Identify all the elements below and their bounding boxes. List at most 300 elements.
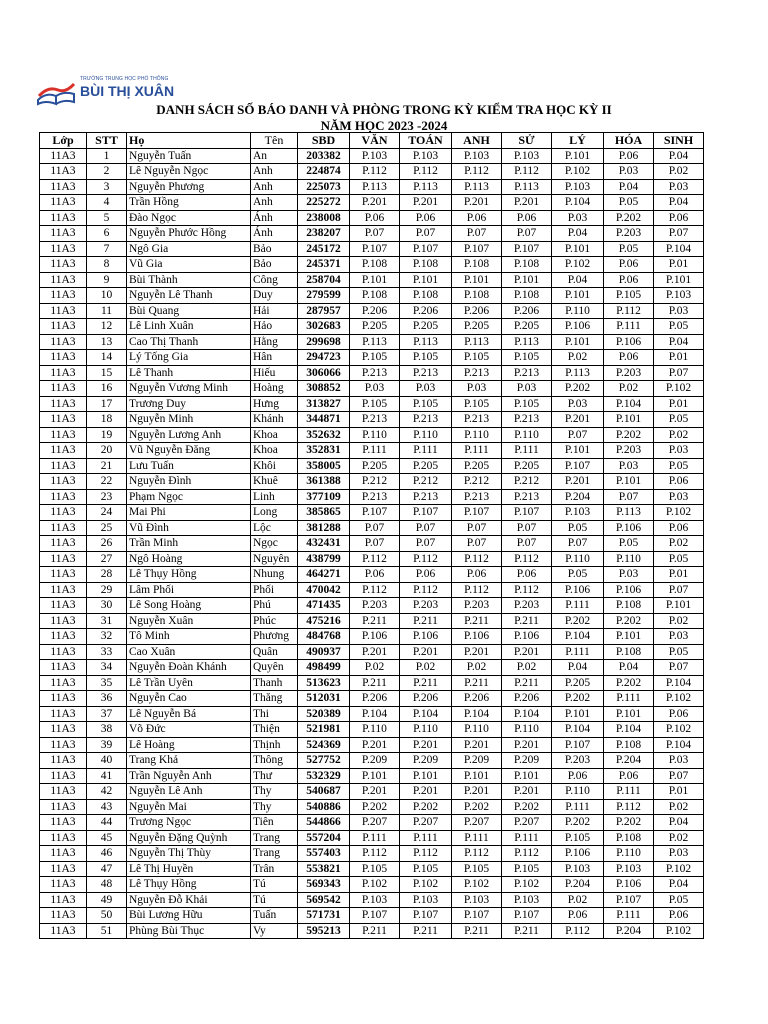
cell-lop: 11A3 bbox=[40, 520, 87, 536]
table-row bbox=[40, 303, 704, 319]
cell-anh: P.112 bbox=[452, 164, 502, 180]
cell-sinh: P.03 bbox=[654, 629, 704, 645]
cell-ho: Ngô Hoàng bbox=[127, 551, 251, 567]
cell-stt: 18 bbox=[87, 412, 127, 428]
cell-hoa: P.111 bbox=[604, 784, 654, 800]
cell-stt: 1 bbox=[87, 148, 127, 164]
cell-ly: P.07 bbox=[552, 427, 604, 443]
cell-ho: Lê Thụy Hồng bbox=[127, 567, 251, 583]
cell-van: P.112 bbox=[350, 582, 400, 598]
cell-hoa: P.03 bbox=[604, 567, 654, 583]
cell-ten: Khoa bbox=[251, 427, 298, 443]
cell-stt: 28 bbox=[87, 567, 127, 583]
cell-sbd: 245371 bbox=[298, 257, 350, 273]
cell-van: P.211 bbox=[350, 923, 400, 939]
table-row bbox=[40, 520, 704, 536]
cell-sbd: 203382 bbox=[298, 148, 350, 164]
cell-su: P.113 bbox=[502, 179, 552, 195]
cell-hoa: P.112 bbox=[604, 303, 654, 319]
cell-anh: P.101 bbox=[452, 768, 502, 784]
cell-su: P.03 bbox=[502, 381, 552, 397]
header-ten: Tên bbox=[251, 133, 298, 149]
logo-school-name: BÙI THỊ XUÂN bbox=[80, 83, 175, 99]
cell-ten: Trân bbox=[251, 861, 298, 877]
cell-anh: P.201 bbox=[452, 644, 502, 660]
cell-su: P.110 bbox=[502, 427, 552, 443]
cell-toan: P.108 bbox=[400, 257, 452, 273]
cell-sbd: 361388 bbox=[298, 474, 350, 490]
cell-van: P.205 bbox=[350, 319, 400, 335]
cell-stt: 31 bbox=[87, 613, 127, 629]
cell-ho: Đào Ngọc bbox=[127, 210, 251, 226]
cell-ho: Mai Phi bbox=[127, 505, 251, 521]
cell-su: P.105 bbox=[502, 396, 552, 412]
cell-su: P.206 bbox=[502, 691, 552, 707]
cell-anh: P.110 bbox=[452, 722, 502, 738]
cell-su: P.201 bbox=[502, 644, 552, 660]
table-row bbox=[40, 179, 704, 195]
cell-ho: Trần Nguyễn Anh bbox=[127, 768, 251, 784]
cell-toan: P.201 bbox=[400, 644, 452, 660]
school-year: NĂM HỌC 2023 -2024 bbox=[320, 118, 448, 133]
cell-ho: Nguyễn Đặng Quỳnh bbox=[127, 830, 251, 846]
cell-ten: Thư bbox=[251, 768, 298, 784]
cell-ho: Phạm Ngọc bbox=[127, 489, 251, 505]
cell-anh: P.103 bbox=[452, 148, 502, 164]
cell-sinh: P.03 bbox=[654, 489, 704, 505]
cell-van: P.07 bbox=[350, 536, 400, 552]
cell-van: P.207 bbox=[350, 815, 400, 831]
cell-lop: 11A3 bbox=[40, 675, 87, 691]
cell-sbd: 471435 bbox=[298, 598, 350, 614]
cell-anh: P.207 bbox=[452, 815, 502, 831]
cell-van: P.07 bbox=[350, 226, 400, 242]
cell-su: P.202 bbox=[502, 799, 552, 815]
cell-stt: 17 bbox=[87, 396, 127, 412]
cell-lop: 11A3 bbox=[40, 768, 87, 784]
cell-van: P.205 bbox=[350, 458, 400, 474]
header-hoa: HÓA bbox=[604, 133, 654, 149]
cell-sinh: P.05 bbox=[654, 412, 704, 428]
cell-ly: P.202 bbox=[552, 815, 604, 831]
cell-ho: Nguyễn Phương bbox=[127, 179, 251, 195]
cell-toan: P.213 bbox=[400, 365, 452, 381]
cell-sbd: 512031 bbox=[298, 691, 350, 707]
cell-toan: P.02 bbox=[400, 660, 452, 676]
cell-lop: 11A3 bbox=[40, 691, 87, 707]
cell-ly: P.110 bbox=[552, 303, 604, 319]
cell-lop: 11A3 bbox=[40, 427, 87, 443]
cell-sinh: P.03 bbox=[654, 443, 704, 459]
cell-lop: 11A3 bbox=[40, 567, 87, 583]
cell-lop: 11A3 bbox=[40, 458, 87, 474]
cell-toan: P.213 bbox=[400, 412, 452, 428]
cell-stt: 49 bbox=[87, 892, 127, 908]
cell-ho: Nguyễn Lương Anh bbox=[127, 427, 251, 443]
cell-ten: Khuê bbox=[251, 474, 298, 490]
cell-ly: P.106 bbox=[552, 582, 604, 598]
table-row bbox=[40, 257, 704, 273]
cell-van: P.108 bbox=[350, 288, 400, 304]
cell-anh: P.03 bbox=[452, 381, 502, 397]
cell-anh: P.201 bbox=[452, 784, 502, 800]
cell-stt: 12 bbox=[87, 319, 127, 335]
cell-lop: 11A3 bbox=[40, 644, 87, 660]
cell-hoa: P.106 bbox=[604, 877, 654, 893]
cell-ly: P.201 bbox=[552, 412, 604, 428]
table-row bbox=[40, 226, 704, 242]
table-header-row bbox=[40, 133, 704, 149]
cell-su: P.108 bbox=[502, 257, 552, 273]
cell-toan: P.207 bbox=[400, 815, 452, 831]
cell-sinh: P.104 bbox=[654, 241, 704, 257]
cell-van: P.101 bbox=[350, 768, 400, 784]
cell-toan: P.112 bbox=[400, 164, 452, 180]
cell-sbd: 377109 bbox=[298, 489, 350, 505]
cell-sbd: 532329 bbox=[298, 768, 350, 784]
table-row bbox=[40, 908, 704, 924]
cell-su: P.105 bbox=[502, 350, 552, 366]
cell-su: P.213 bbox=[502, 412, 552, 428]
cell-toan: P.107 bbox=[400, 505, 452, 521]
cell-toan: P.03 bbox=[400, 381, 452, 397]
table-row bbox=[40, 923, 704, 939]
cell-lop: 11A3 bbox=[40, 598, 87, 614]
table-row bbox=[40, 830, 704, 846]
cell-su: P.105 bbox=[502, 861, 552, 877]
cell-toan: P.201 bbox=[400, 195, 452, 211]
cell-toan: P.104 bbox=[400, 706, 452, 722]
cell-hoa: P.03 bbox=[604, 458, 654, 474]
cell-lop: 11A3 bbox=[40, 350, 87, 366]
cell-su: P.111 bbox=[502, 443, 552, 459]
cell-toan: P.110 bbox=[400, 722, 452, 738]
cell-ten: Khôi bbox=[251, 458, 298, 474]
cell-ten: Hiếu bbox=[251, 365, 298, 381]
cell-van: P.201 bbox=[350, 784, 400, 800]
cell-ho: Lê Nguyễn Ngọc bbox=[127, 164, 251, 180]
cell-anh: P.107 bbox=[452, 908, 502, 924]
cell-ho: Nguyễn Mai bbox=[127, 799, 251, 815]
cell-anh: P.105 bbox=[452, 396, 502, 412]
cell-ten: Thông bbox=[251, 753, 298, 769]
cell-ho: Phùng Bùi Thục bbox=[127, 923, 251, 939]
cell-ho: Lê Nguyễn Bá bbox=[127, 706, 251, 722]
table-row bbox=[40, 458, 704, 474]
cell-lop: 11A3 bbox=[40, 551, 87, 567]
cell-sbd: 498499 bbox=[298, 660, 350, 676]
cell-su: P.211 bbox=[502, 923, 552, 939]
cell-toan: P.112 bbox=[400, 846, 452, 862]
cell-ly: P.103 bbox=[552, 505, 604, 521]
cell-ten: Khánh bbox=[251, 412, 298, 428]
table-row bbox=[40, 706, 704, 722]
cell-van: P.02 bbox=[350, 660, 400, 676]
cell-ten: Hải bbox=[251, 303, 298, 319]
cell-toan: P.07 bbox=[400, 520, 452, 536]
table-row bbox=[40, 241, 704, 257]
cell-van: P.211 bbox=[350, 675, 400, 691]
cell-stt: 29 bbox=[87, 582, 127, 598]
cell-ten: Ngọc bbox=[251, 536, 298, 552]
cell-sbd: 352831 bbox=[298, 443, 350, 459]
cell-toan: P.110 bbox=[400, 427, 452, 443]
cell-ten: Thy bbox=[251, 799, 298, 815]
table-row bbox=[40, 613, 704, 629]
cell-ho: Nguyễn Lê Thanh bbox=[127, 288, 251, 304]
table-row bbox=[40, 877, 704, 893]
cell-sbd: 484768 bbox=[298, 629, 350, 645]
cell-hoa: P.113 bbox=[604, 505, 654, 521]
cell-stt: 16 bbox=[87, 381, 127, 397]
cell-lop: 11A3 bbox=[40, 877, 87, 893]
cell-sinh: P.05 bbox=[654, 892, 704, 908]
cell-toan: P.105 bbox=[400, 861, 452, 877]
cell-hoa: P.111 bbox=[604, 319, 654, 335]
cell-ten: Tiên bbox=[251, 815, 298, 831]
cell-sinh: P.07 bbox=[654, 660, 704, 676]
table-row bbox=[40, 799, 704, 815]
cell-toan: P.206 bbox=[400, 303, 452, 319]
table-row bbox=[40, 474, 704, 490]
cell-lop: 11A3 bbox=[40, 489, 87, 505]
cell-anh: P.101 bbox=[452, 272, 502, 288]
cell-stt: 38 bbox=[87, 722, 127, 738]
cell-stt: 10 bbox=[87, 288, 127, 304]
cell-stt: 45 bbox=[87, 830, 127, 846]
cell-hoa: P.103 bbox=[604, 861, 654, 877]
cell-ten: Hảo bbox=[251, 319, 298, 335]
cell-sbd: 308852 bbox=[298, 381, 350, 397]
cell-sbd: 299698 bbox=[298, 334, 350, 350]
cell-ly: P.02 bbox=[552, 892, 604, 908]
cell-ly: P.110 bbox=[552, 551, 604, 567]
cell-su: P.201 bbox=[502, 737, 552, 753]
cell-ten: Phối bbox=[251, 582, 298, 598]
cell-su: P.06 bbox=[502, 567, 552, 583]
cell-ten: Ánh bbox=[251, 226, 298, 242]
table-row bbox=[40, 675, 704, 691]
table-row bbox=[40, 582, 704, 598]
cell-anh: P.212 bbox=[452, 474, 502, 490]
cell-sinh: P.03 bbox=[654, 303, 704, 319]
table-row bbox=[40, 598, 704, 614]
cell-sinh: P.01 bbox=[654, 257, 704, 273]
cell-stt: 19 bbox=[87, 427, 127, 443]
cell-su: P.112 bbox=[502, 582, 552, 598]
cell-sbd: 540687 bbox=[298, 784, 350, 800]
cell-sinh: P.102 bbox=[654, 923, 704, 939]
cell-ho: Bùi Thành bbox=[127, 272, 251, 288]
cell-ten: An bbox=[251, 148, 298, 164]
student-table bbox=[39, 132, 704, 939]
cell-lop: 11A3 bbox=[40, 319, 87, 335]
cell-lop: 11A3 bbox=[40, 241, 87, 257]
cell-van: P.105 bbox=[350, 861, 400, 877]
cell-hoa: P.106 bbox=[604, 520, 654, 536]
cell-stt: 7 bbox=[87, 241, 127, 257]
cell-sbd: 464271 bbox=[298, 567, 350, 583]
cell-van: P.105 bbox=[350, 350, 400, 366]
table-row bbox=[40, 567, 704, 583]
cell-lop: 11A3 bbox=[40, 195, 87, 211]
cell-ho: Trần Hồng bbox=[127, 195, 251, 211]
cell-sinh: P.06 bbox=[654, 474, 704, 490]
cell-ho: Cao Xuân bbox=[127, 644, 251, 660]
cell-sinh: P.102 bbox=[654, 722, 704, 738]
cell-su: P.205 bbox=[502, 458, 552, 474]
table-row bbox=[40, 443, 704, 459]
cell-ho: Lê Thị Huyền bbox=[127, 861, 251, 877]
cell-stt: 13 bbox=[87, 334, 127, 350]
cell-sbd: 557204 bbox=[298, 830, 350, 846]
cell-sbd: 238207 bbox=[298, 226, 350, 242]
cell-sinh: P.03 bbox=[654, 753, 704, 769]
cell-ly: P.05 bbox=[552, 520, 604, 536]
cell-ten: Linh bbox=[251, 489, 298, 505]
cell-toan: P.205 bbox=[400, 319, 452, 335]
cell-sinh: P.06 bbox=[654, 210, 704, 226]
cell-su: P.112 bbox=[502, 551, 552, 567]
cell-anh: P.112 bbox=[452, 846, 502, 862]
cell-toan: P.101 bbox=[400, 272, 452, 288]
cell-ten: Phúc bbox=[251, 613, 298, 629]
cell-hoa: P.05 bbox=[604, 241, 654, 257]
cell-anh: P.211 bbox=[452, 613, 502, 629]
cell-van: P.107 bbox=[350, 505, 400, 521]
header-sbd: SBD bbox=[298, 133, 350, 149]
cell-anh: P.102 bbox=[452, 877, 502, 893]
cell-hoa: P.202 bbox=[604, 613, 654, 629]
cell-ten: Phương bbox=[251, 629, 298, 645]
header-toan: TOÁN bbox=[400, 133, 452, 149]
cell-ten: Quyên bbox=[251, 660, 298, 676]
cell-hoa: P.06 bbox=[604, 768, 654, 784]
cell-lop: 11A3 bbox=[40, 148, 87, 164]
cell-su: P.07 bbox=[502, 520, 552, 536]
cell-van: P.03 bbox=[350, 381, 400, 397]
cell-hoa: P.111 bbox=[604, 691, 654, 707]
cell-ly: P.113 bbox=[552, 365, 604, 381]
cell-toan: P.103 bbox=[400, 148, 452, 164]
cell-su: P.112 bbox=[502, 846, 552, 862]
table-row bbox=[40, 768, 704, 784]
cell-stt: 40 bbox=[87, 753, 127, 769]
cell-toan: P.201 bbox=[400, 737, 452, 753]
cell-hoa: P.106 bbox=[604, 582, 654, 598]
cell-stt: 9 bbox=[87, 272, 127, 288]
cell-su: P.107 bbox=[502, 241, 552, 257]
cell-ho: Trương Ngọc bbox=[127, 815, 251, 831]
cell-toan: P.06 bbox=[400, 210, 452, 226]
cell-van: P.06 bbox=[350, 210, 400, 226]
table-row bbox=[40, 815, 704, 831]
cell-sbd: 475216 bbox=[298, 613, 350, 629]
cell-toan: P.206 bbox=[400, 691, 452, 707]
cell-sbd: 358005 bbox=[298, 458, 350, 474]
cell-anh: P.201 bbox=[452, 737, 502, 753]
cell-su: P.107 bbox=[502, 908, 552, 924]
cell-hoa: P.106 bbox=[604, 334, 654, 350]
cell-lop: 11A3 bbox=[40, 412, 87, 428]
cell-stt: 11 bbox=[87, 303, 127, 319]
cell-anh: P.112 bbox=[452, 551, 502, 567]
cell-toan: P.203 bbox=[400, 598, 452, 614]
cell-stt: 6 bbox=[87, 226, 127, 242]
cell-lop: 11A3 bbox=[40, 784, 87, 800]
cell-van: P.213 bbox=[350, 489, 400, 505]
cell-ten: Quân bbox=[251, 644, 298, 660]
cell-ten: Công bbox=[251, 272, 298, 288]
cell-sbd: 544866 bbox=[298, 815, 350, 831]
cell-hoa: P.104 bbox=[604, 396, 654, 412]
cell-toan: P.108 bbox=[400, 288, 452, 304]
cell-ten: Anh bbox=[251, 195, 298, 211]
cell-sinh: P.101 bbox=[654, 598, 704, 614]
cell-stt: 39 bbox=[87, 737, 127, 753]
cell-ly: P.102 bbox=[552, 164, 604, 180]
cell-stt: 22 bbox=[87, 474, 127, 490]
cell-sbd: 553821 bbox=[298, 861, 350, 877]
cell-toan: P.205 bbox=[400, 458, 452, 474]
cell-lop: 11A3 bbox=[40, 830, 87, 846]
cell-lop: 11A3 bbox=[40, 582, 87, 598]
table-row bbox=[40, 272, 704, 288]
cell-hoa: P.108 bbox=[604, 598, 654, 614]
header-anh: ANH bbox=[452, 133, 502, 149]
cell-ten: Thịnh bbox=[251, 737, 298, 753]
cell-su: P.213 bbox=[502, 365, 552, 381]
cell-sinh: P.02 bbox=[654, 164, 704, 180]
cell-stt: 4 bbox=[87, 195, 127, 211]
cell-lop: 11A3 bbox=[40, 443, 87, 459]
cell-anh: P.206 bbox=[452, 691, 502, 707]
cell-stt: 3 bbox=[87, 179, 127, 195]
cell-ho: Cao Thị Thanh bbox=[127, 334, 251, 350]
cell-hoa: P.107 bbox=[604, 892, 654, 908]
cell-anh: P.211 bbox=[452, 675, 502, 691]
cell-su: P.07 bbox=[502, 226, 552, 242]
cell-sinh: P.05 bbox=[654, 458, 704, 474]
cell-lop: 11A3 bbox=[40, 272, 87, 288]
cell-ly: P.03 bbox=[552, 396, 604, 412]
cell-sbd: 224874 bbox=[298, 164, 350, 180]
cell-ten: Trang bbox=[251, 830, 298, 846]
cell-sbd: 520389 bbox=[298, 706, 350, 722]
cell-toan: P.211 bbox=[400, 675, 452, 691]
cell-toan: P.209 bbox=[400, 753, 452, 769]
cell-ho: Ngô Gia bbox=[127, 241, 251, 257]
cell-toan: P.113 bbox=[400, 334, 452, 350]
cell-lop: 11A3 bbox=[40, 210, 87, 226]
cell-ho: Nguyễn Minh bbox=[127, 412, 251, 428]
cell-ly: P.107 bbox=[552, 458, 604, 474]
cell-van: P.212 bbox=[350, 474, 400, 490]
cell-ho: Nguyễn Tuấn bbox=[127, 148, 251, 164]
cell-ly: P.02 bbox=[552, 350, 604, 366]
cell-sinh: P.04 bbox=[654, 148, 704, 164]
cell-su: P.211 bbox=[502, 675, 552, 691]
cell-van: P.07 bbox=[350, 520, 400, 536]
cell-toan: P.06 bbox=[400, 567, 452, 583]
cell-hoa: P.06 bbox=[604, 148, 654, 164]
table-row bbox=[40, 148, 704, 164]
cell-sbd: 294723 bbox=[298, 350, 350, 366]
cell-ly: P.101 bbox=[552, 288, 604, 304]
cell-ten: Nguyên bbox=[251, 551, 298, 567]
cell-lop: 11A3 bbox=[40, 629, 87, 645]
cell-ho: Lê Trần Uyên bbox=[127, 675, 251, 691]
